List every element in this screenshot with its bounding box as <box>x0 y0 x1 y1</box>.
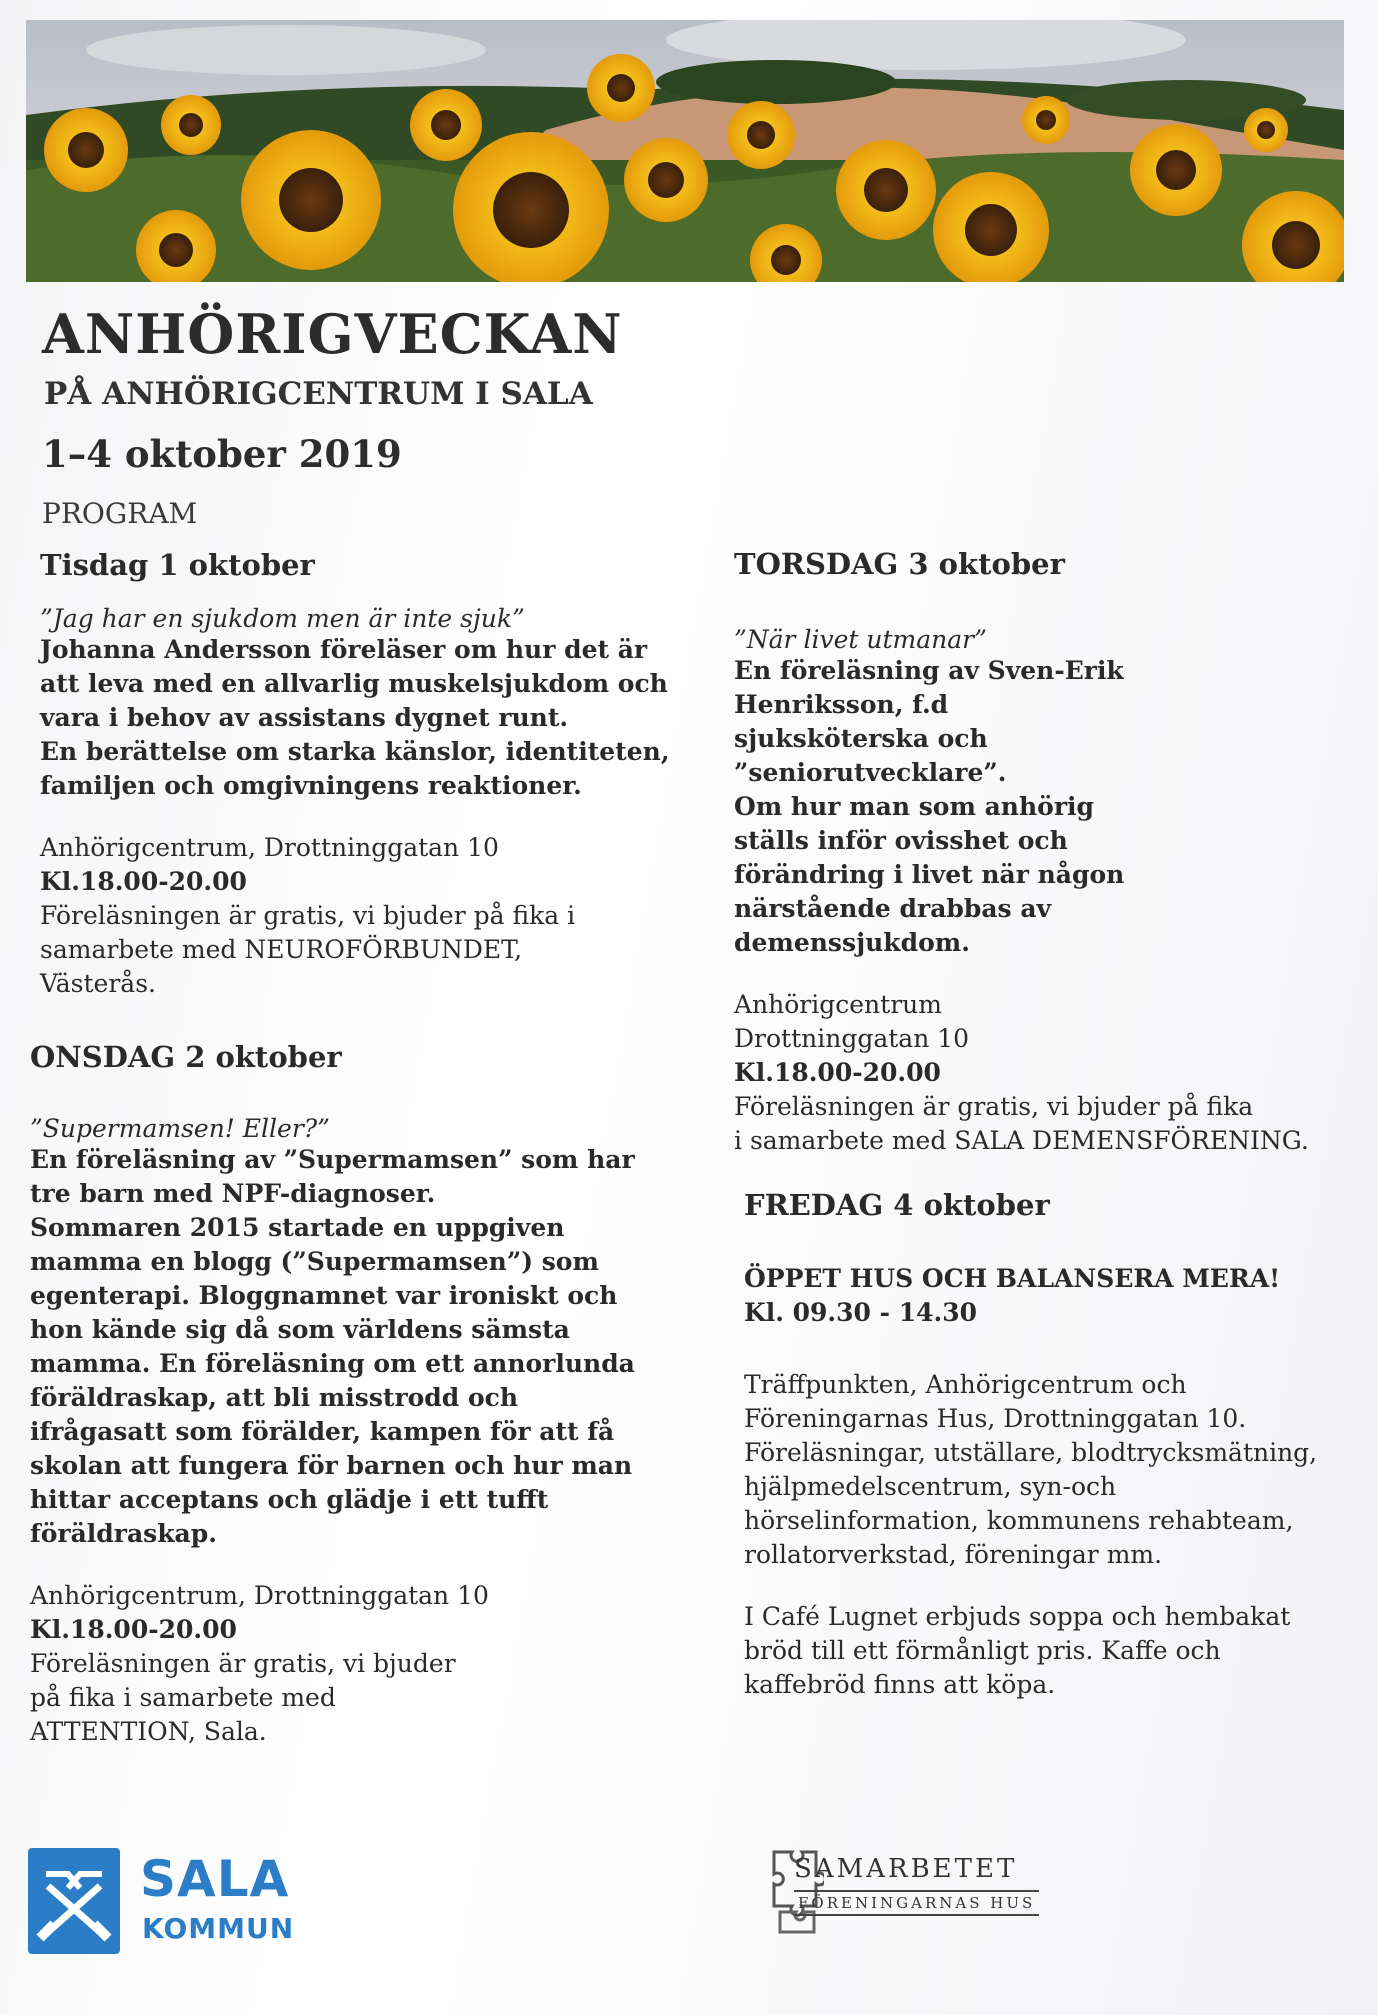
text-line: Drottninggatan 10 <box>734 1024 970 1053</box>
text-line: Johanna Andersson föreläser om hur det är <box>40 635 648 664</box>
tuesday-heading: Tisdag 1 oktober <box>40 548 315 582</box>
text-line: Föreläsningar, utställare, blodtrycksmätning, <box>744 1438 1318 1467</box>
friday-heading: FREDAG 4 oktober <box>744 1188 1050 1222</box>
foreningarnas-hus: FÖRENINGARNAS HUS <box>794 1890 1039 1916</box>
text-line: En föreläsning av ”Supermamsen” som har <box>30 1145 635 1174</box>
sala-kommun-logo <box>28 1848 328 1958</box>
text-line: ”seniorutvecklare”. <box>734 758 1007 787</box>
text-line: förändring i livet när någon <box>734 860 1125 889</box>
text-line: i samarbete med SALA DEMENSFÖRENING. <box>734 1126 1309 1155</box>
friday-section <box>744 1188 1364 1702</box>
text-line: En föreläsning av Sven-Erik <box>734 656 1124 685</box>
tuesday-description <box>40 633 680 803</box>
text-line: ATTENTION, Sala. <box>30 1717 267 1746</box>
wednesday-quote: ”Supermamsen! Eller?” <box>30 1114 330 1143</box>
tuesday-quote: ”Jag har en sjukdom men är inte sjuk” <box>40 604 525 633</box>
text-line: vara i behov av assistans dygnet runt. <box>40 703 569 732</box>
text-line: att leva med en allvarlig muskelsjukdom och <box>40 669 668 698</box>
thursday-quote: ”När livet utmanar” <box>734 625 987 654</box>
wednesday-section <box>30 1040 670 1749</box>
text-line: Anhörigcentrum <box>734 990 942 1019</box>
text-line: Västerås. <box>40 969 156 998</box>
text-line: I Café Lugnet erbjuds soppa och hembakat <box>744 1602 1291 1631</box>
text-line: samarbete med NEUROFÖRBUNDET, <box>40 935 523 964</box>
wednesday-heading: ONSDAG 2 oktober <box>30 1040 342 1074</box>
sala-name: SALA <box>140 1850 290 1908</box>
text-line: Kl.18.00-20.00 <box>30 1615 237 1644</box>
subtitle: PÅ ANHÖRIGCENTRUM I SALA <box>44 376 593 412</box>
text-line: Henriksson, f.d <box>734 690 949 719</box>
text-line: rollatorverkstad, föreningar mm. <box>744 1540 1163 1569</box>
text-line: mamma en blogg (”Supermamsen”) som <box>30 1247 599 1276</box>
text-line: Träffpunkten, Anhörigcentrum och <box>744 1370 1187 1399</box>
text-line: ställs inför ovisshet och <box>734 826 1068 855</box>
page-title: ANHÖRIGVECKAN <box>42 302 623 366</box>
samarbetet-title: SAMARBETET <box>794 1854 1018 1884</box>
text-line: hörselinformation, kommunens rehabteam, <box>744 1506 1294 1535</box>
text-line: Sommaren 2015 startade en uppgiven <box>30 1213 565 1242</box>
friday-details <box>744 1368 1364 1572</box>
text-line: kaffebröd finns att köpa. <box>744 1670 1056 1699</box>
sunflower-banner <box>26 20 1344 282</box>
text-line: Om hur man som anhörig <box>734 792 1094 821</box>
text-line: Kl.18.00-20.00 <box>734 1058 941 1087</box>
event-dates: 1–4 oktober 2019 <box>42 432 402 476</box>
text-line: hon kände sig då som världens sämsta <box>30 1315 570 1344</box>
text-line: föräldraskap, att bli misstrodd och <box>30 1383 519 1412</box>
text-line: hittar acceptans och glädje i ett tufft <box>30 1485 549 1514</box>
tuesday-section <box>40 548 680 1001</box>
text-line: tre barn med NPF-diagnoser. <box>30 1179 436 1208</box>
text-line: Föreläsningen är gratis, vi bjuder på fika i <box>40 901 576 930</box>
text-line: Föreläsningen är gratis, vi bjuder på fika <box>734 1092 1254 1121</box>
text-line: Anhörigcentrum, Drottninggatan 10 <box>30 1581 489 1610</box>
tuesday-details <box>40 831 680 1001</box>
friday-time: Kl. 09.30 - 14.30 <box>744 1298 977 1327</box>
program-label: PROGRAM <box>42 497 198 530</box>
text-line: mamma. En föreläsning om ett annorlunda <box>30 1349 635 1378</box>
friday-cafe <box>744 1600 1364 1702</box>
text-line: skolan att fungera för barnen och hur man <box>30 1451 633 1480</box>
text-line: Föreningarnas Hus, Drottninggatan 10. <box>744 1404 1247 1433</box>
text-line: föräldraskap. <box>30 1519 217 1548</box>
sala-crest-icon <box>28 1848 120 1954</box>
text-line: Föreläsningen är gratis, vi bjuder <box>30 1649 456 1678</box>
text-line: sjuksköterska och <box>734 724 988 753</box>
text-line: En berättelse om starka känslor, identiteten, <box>40 737 670 766</box>
wednesday-description <box>30 1143 670 1551</box>
thursday-details <box>734 988 1334 1158</box>
wednesday-details <box>30 1579 670 1749</box>
text-line: Anhörigcentrum, Drottninggatan 10 <box>40 833 499 862</box>
text-line: bröd till ett förmånligt pris. Kaffe och <box>744 1636 1221 1665</box>
thursday-heading: TORSDAG 3 oktober <box>734 547 1065 581</box>
samarbetet-logo <box>764 1842 1064 1952</box>
thursday-description <box>734 654 1334 960</box>
text-line: familjen och omgivningens reaktioner. <box>40 771 582 800</box>
text-line: hjälpmedelscentrum, syn-och <box>744 1472 1117 1501</box>
thursday-section <box>734 547 1334 1158</box>
friday-event-title: ÖPPET HUS OCH BALANSERA MERA! <box>744 1264 1281 1293</box>
sala-sub: KOMMUN <box>142 1912 295 1945</box>
text-line: på fika i samarbete med <box>30 1683 336 1712</box>
text-line: demenssjukdom. <box>734 928 970 957</box>
text-line: ifrågasatt som förälder, kampen för att få <box>30 1417 615 1446</box>
text-line: närstående drabbas av <box>734 894 1052 923</box>
text-line: egenterapi. Bloggnamnet var ironiskt och <box>30 1281 618 1310</box>
text-line: Kl.18.00-20.00 <box>40 867 247 896</box>
